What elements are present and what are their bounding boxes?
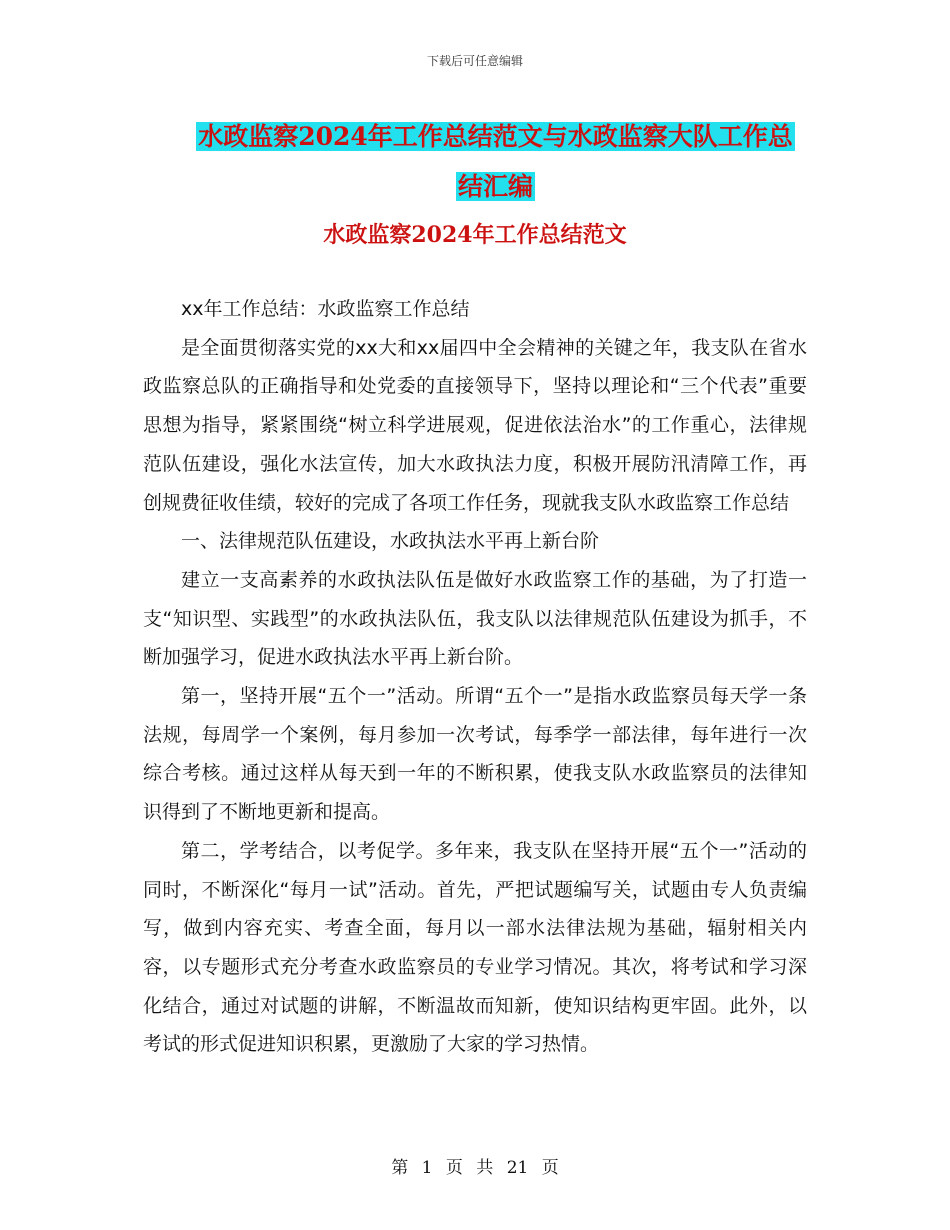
- paragraph: 一、法律规范队伍建设，水政执法水平再上新台阶: [181, 530, 600, 553]
- page-footer: [0, 1153, 950, 1178]
- paragraph: 第二，学考结合，以考促学。多年来，我支队在坚持开展“五个一”活动的同时，不断深化“每月一试”活动。首先，严把试题编写关，试题由专人负责编写，做到内容充实、考查全面，每月以一部水法律法规为基础，辐射相关内容，以专题形式充分考查水政监察员的专业学习情况。其次，将考试和学习深化结合，通过对试题的讲解，不断温故而知新，使知识结构更牢固。此外，以考试的形式促进知识积累，更激励了大家的学习热情。: [143, 839, 807, 1056]
- paragraph: 是全面贯彻落实党的xx大和xx届四中全会精神的关键之年，我支队在省水政监察总队的正确指导和处党委的直接领导下，坚持以理论和“三个代表”重要思想为指导，紧紧围绕“树立科学进展观，促进依法治水”的工作重心，法律规范队伍建设，强化水法宣传，加大水政执法力度，积极开展防汛清障工作，再创规费征收佳绩，较好的完成了各项工作任务，现就我支队水政监察工作总结: [143, 336, 807, 514]
- title-line-1: 水政监察2024年工作总结范文与水政监察大队工作总: [198, 122, 793, 151]
- footer-ye: 页: [445, 1158, 463, 1178]
- footer-page-number: 1: [421, 1158, 433, 1178]
- footer-di: 第: [391, 1158, 409, 1178]
- paragraph: 建立一支高素养的水政执法队伍是做好水政监察工作的基础，为了打造一支“知识型、实践型”的水政执法队伍，我支队以法律规范队伍建设为抓手，不断加强学习，促进水政执法水平再上新台阶。: [143, 568, 807, 669]
- footer-total-pages: 21: [506, 1158, 529, 1178]
- paragraph: xx年工作总结：水政监察工作总结: [181, 298, 470, 320]
- section-title: 水政监察2024年工作总结范文: [323, 222, 627, 248]
- paragraph: 第一，坚持开展“五个一”活动。所谓“五个一”是指水政监察员每天学一条法规，每周学一个案例，每月参加一次考试，每季学一部法律，每年进行一次综合考核。通过这样从每天到一年的不断积累，使我支队水政监察员的法律知识得到了不断地更新和提高。: [143, 685, 807, 824]
- document-title: [143, 112, 848, 212]
- footer-ye-2: 页: [541, 1158, 559, 1178]
- document-body: [143, 290, 807, 1064]
- footer-gong: 共: [476, 1158, 494, 1178]
- header-note: 下载后可任意编辑: [426, 54, 523, 68]
- title-line-2: 结汇编: [457, 172, 533, 201]
